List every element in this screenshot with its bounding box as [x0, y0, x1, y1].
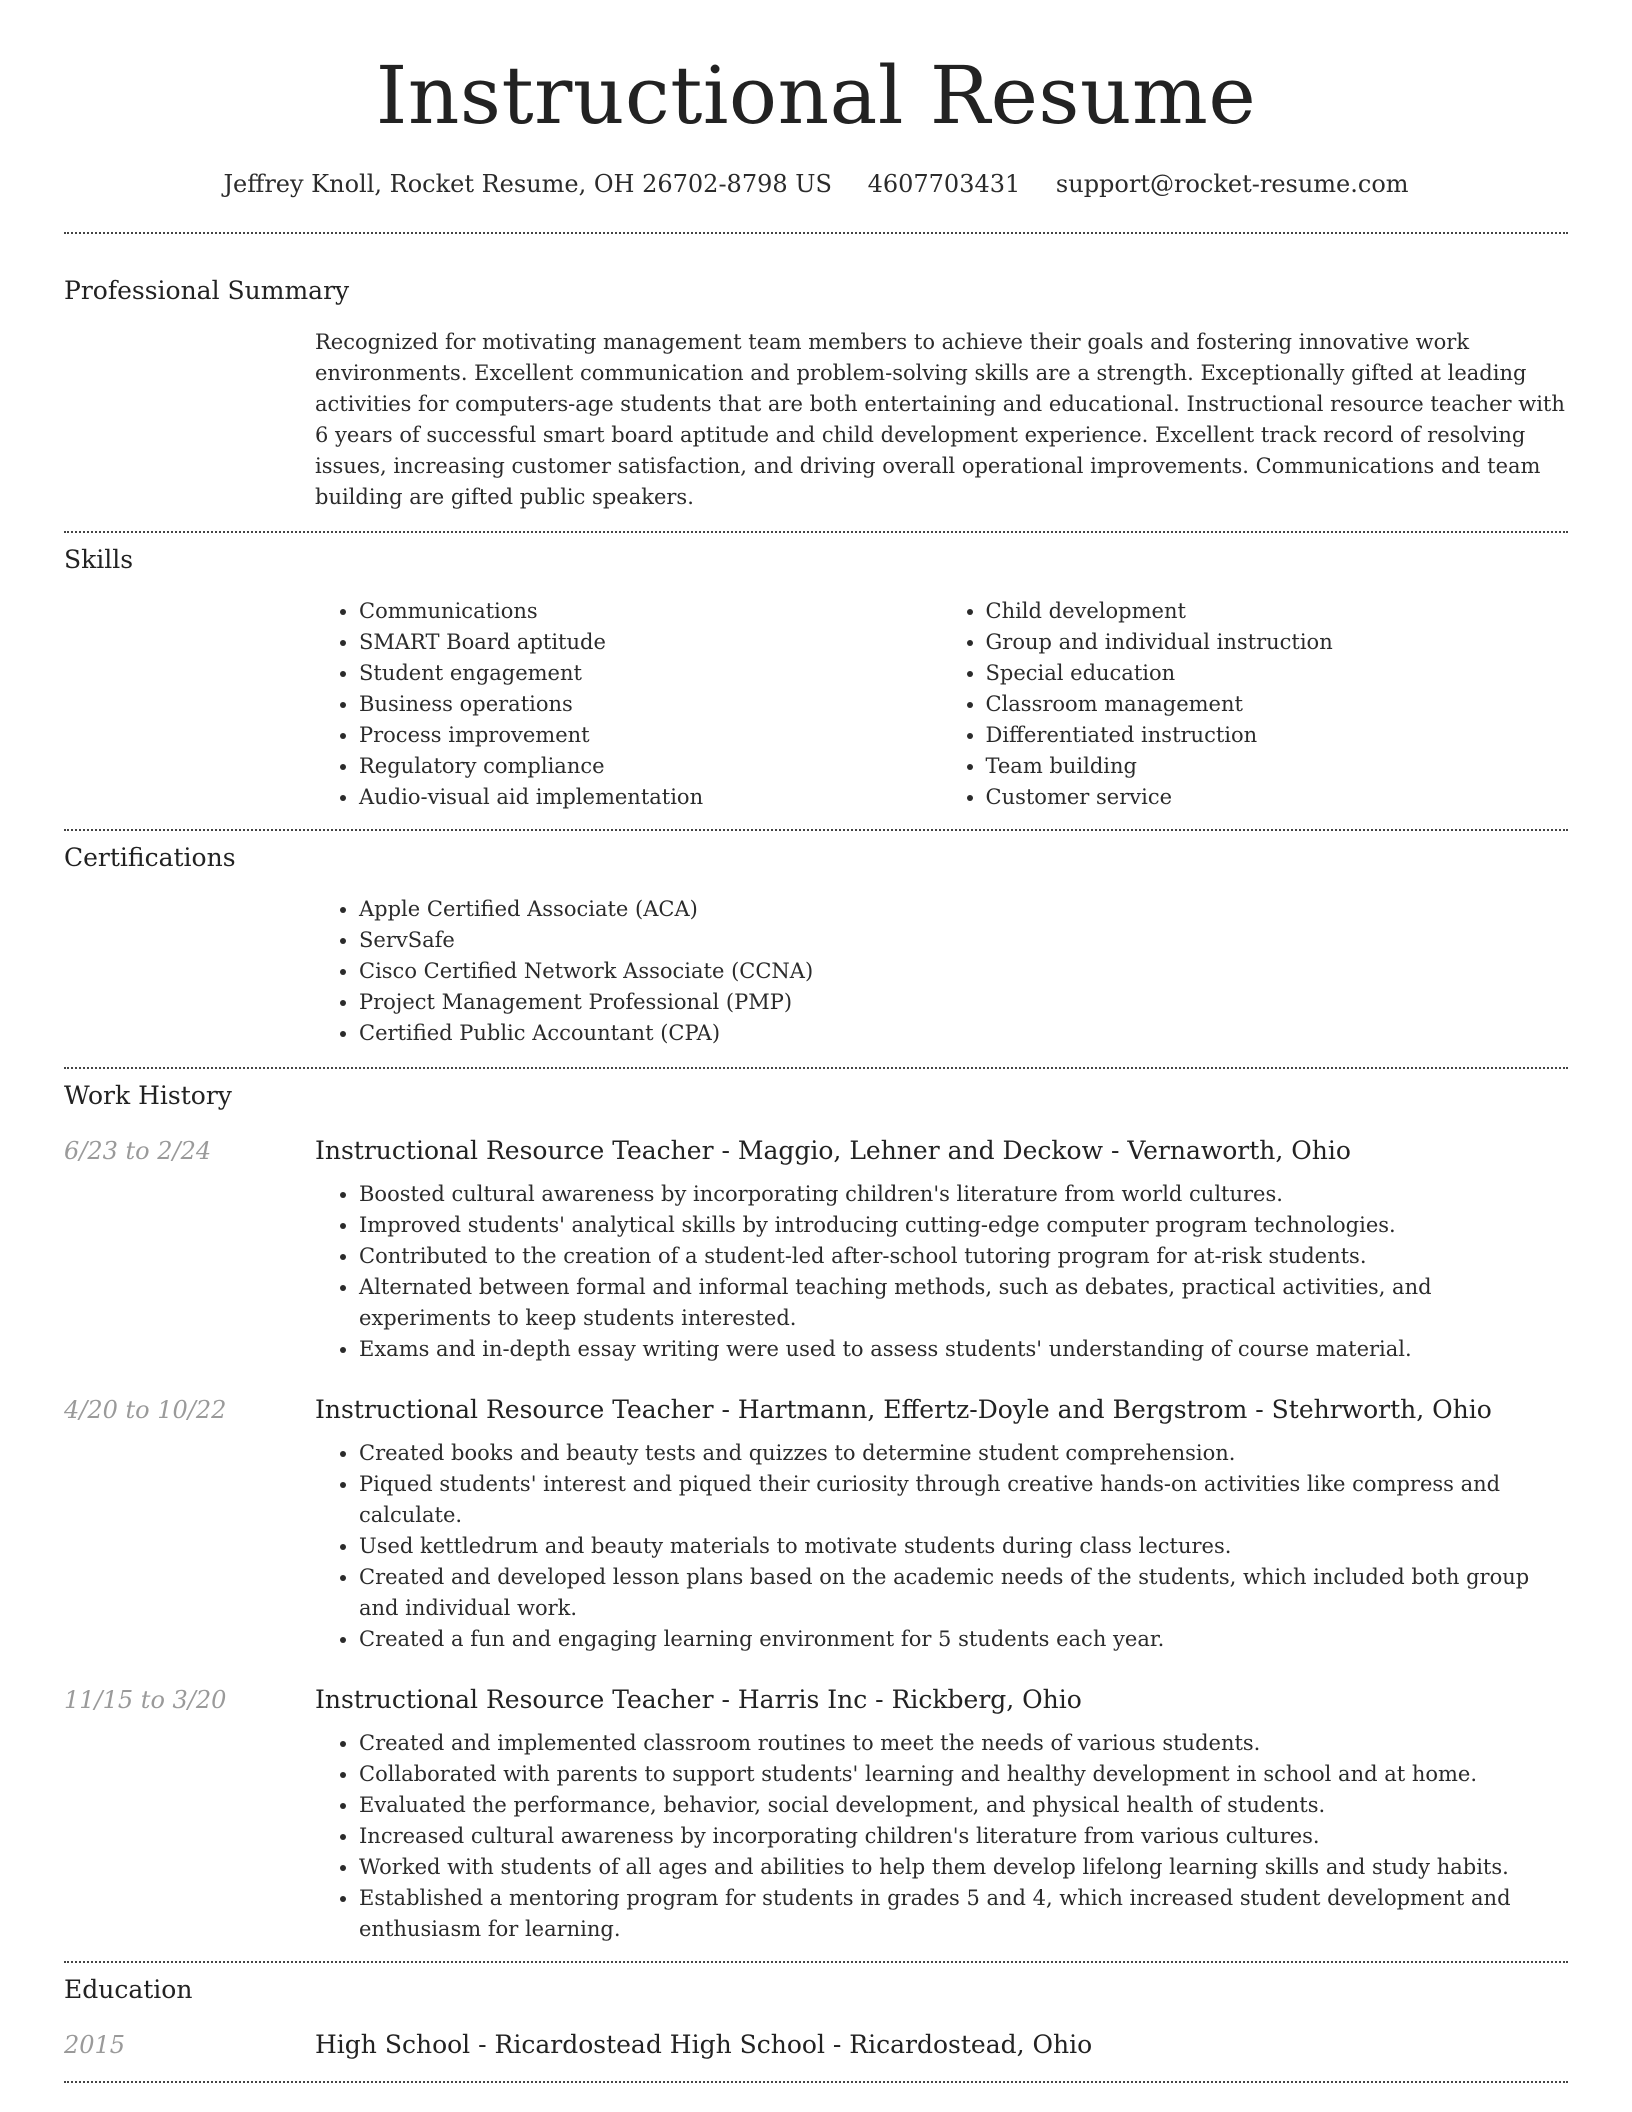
skills-list — [315, 596, 1568, 813]
job-header — [64, 1685, 1568, 1714]
summary-text: Recognized for motivating management team members to achieve their goals and fostering innovative work environments. Excellent communication and problem-solving skills are a strength. Exceptionally gifted at leading activities for computers-age students that are both entertaining and educational. Instructional resource teacher with 6 years of successful smart board aptitude and child development experience. Excellent track record of resolving issues, increasing customer satisfaction, and driving overall operational improvements. Communications and team building are gifted public speakers. — [315, 330, 1565, 509]
job-bullet: • Established a mentoring program for students in grades 5 and 4, which increased student development and enthusiasm for learning. — [359, 1883, 1568, 1945]
divider — [64, 1961, 1568, 1963]
certifications-heading: Certifications — [64, 843, 236, 872]
divider — [64, 829, 1568, 831]
summary-body — [315, 327, 1568, 513]
work-history-section — [64, 1081, 1568, 1945]
skill-item: • Classroom management — [986, 689, 1569, 720]
certification-item: • Project Management Professional (PMP) — [359, 987, 1568, 1018]
contact-address: Jeffrey Knoll, Rocket Resume, OH 26702-8798 US — [223, 170, 832, 198]
skill-item: • Special education — [986, 658, 1569, 689]
job-title: Instructional Resource Teacher - Hartmann, Effertz-Doyle and Bergstrom - Stehrworth, Ohio — [315, 1395, 1492, 1424]
divider — [64, 1067, 1568, 1069]
job-header — [64, 1395, 1568, 1424]
job-bullet: • Created and implemented classroom routines to meet the needs of various students. — [359, 1728, 1568, 1759]
skill-item: • Customer service — [986, 782, 1569, 813]
job-header — [64, 1136, 1568, 1165]
education-date: 2015 — [64, 2031, 126, 2059]
contact-email: support@rocket-resume.com — [1055, 170, 1409, 198]
certification-item: • ServSafe — [359, 925, 1568, 956]
skills-heading: Skills — [64, 545, 134, 574]
divider — [64, 2081, 1568, 2083]
job-bullet: • Evaluated the performance, behavior, social development, and physical health of students. — [359, 1790, 1568, 1821]
skill-item: • Team building — [986, 751, 1569, 782]
skill-item: • SMART Board aptitude — [359, 627, 942, 658]
education-header — [64, 2030, 1568, 2059]
job-bullet: • Created and developed lesson plans based on the academic needs of the students, which included both group and individual work. — [359, 1562, 1568, 1624]
job-bullets — [315, 1438, 1568, 1655]
job-bullet: • Created a fun and engaging learning environment for 5 students each year. — [359, 1624, 1568, 1655]
job-entry — [64, 1685, 1568, 1945]
skills-column-left — [315, 596, 942, 813]
job-bullet: • Improved students' analytical skills by introducing cutting-edge computer program technologies. — [359, 1210, 1568, 1241]
work-history-heading: Work History — [64, 1081, 232, 1110]
skills-column-right — [942, 596, 1569, 813]
skill-item: • Group and individual instruction — [986, 627, 1569, 658]
summary-section — [64, 276, 1568, 513]
summary-heading: Professional Summary — [64, 276, 350, 305]
job-title: Instructional Resource Teacher - Harris Inc - Rickberg, Ohio — [315, 1685, 1082, 1714]
divider — [64, 531, 1568, 533]
education-entry — [64, 2030, 1568, 2059]
job-title: Instructional Resource Teacher - Maggio, Lehner and Deckow - Vernaworth, Ohio — [315, 1136, 1351, 1165]
certification-item: • Apple Certified Associate (ACA) — [359, 894, 1568, 925]
skill-item: • Audio-visual aid implementation — [359, 782, 942, 813]
skill-item: • Differentiated instruction — [986, 720, 1569, 751]
job-bullet: • Exams and in-depth essay writing were used to assess students' understanding of course material. — [359, 1334, 1568, 1365]
certification-item: • Cisco Certified Network Associate (CCNA) — [359, 956, 1568, 987]
job-date: 4/20 to 10/22 — [64, 1396, 227, 1424]
job-bullet: • Boosted cultural awareness by incorporating children's literature from world cultures. — [359, 1179, 1568, 1210]
job-entry — [64, 1136, 1568, 1365]
job-bullet: • Increased cultural awareness by incorporating children's literature from various cultures. — [359, 1821, 1568, 1852]
job-bullets — [315, 1179, 1568, 1365]
skill-item: • Regulatory compliance — [359, 751, 942, 782]
skill-item: • Communications — [359, 596, 942, 627]
job-bullet: • Worked with students of all ages and abilities to help them develop lifelong learning skills and study habits. — [359, 1852, 1568, 1883]
job-bullet: • Collaborated with parents to support students' learning and healthy development in school and at home. — [359, 1759, 1568, 1790]
contact-phone: 4607703431 — [867, 170, 1021, 198]
education-title: High School - Ricardostead High School - Ricardostead, Ohio — [315, 2030, 1093, 2059]
job-bullet: • Alternated between formal and informal teaching methods, such as debates, practical activities, and experiments to keep students interested. — [359, 1272, 1568, 1334]
skill-item: • Process improvement — [359, 720, 942, 751]
certification-item: • Certified Public Accountant (CPA) — [359, 1018, 1568, 1049]
skills-section — [64, 545, 1568, 813]
divider — [64, 232, 1568, 234]
skill-item: • Child development — [986, 596, 1569, 627]
job-bullets — [315, 1728, 1568, 1945]
job-entry — [64, 1395, 1568, 1655]
job-bullet: • Created books and beauty tests and quizzes to determine student comprehension. — [359, 1438, 1568, 1469]
job-bullet: • Used kettledrum and beauty materials to motivate students during class lectures. — [359, 1531, 1568, 1562]
job-date: 6/23 to 2/24 — [64, 1137, 212, 1165]
skill-item: • Business operations — [359, 689, 942, 720]
education-heading: Education — [64, 1975, 193, 2004]
job-bullet: • Contributed to the creation of a student-led after-school tutoring program for at-risk students. — [359, 1241, 1568, 1272]
certifications-section — [64, 843, 1568, 1049]
job-date: 11/15 to 3/20 — [64, 1686, 227, 1714]
education-section — [64, 1975, 1568, 2059]
certifications-list — [315, 894, 1568, 1049]
job-bullet: • Piqued students' interest and piqued their curiosity through creative hands-on activities like compress and calculate. — [359, 1469, 1568, 1531]
skill-item: • Student engagement — [359, 658, 942, 689]
resume-title: Instructional Resume — [375, 49, 1257, 142]
contact-line — [64, 170, 1568, 198]
